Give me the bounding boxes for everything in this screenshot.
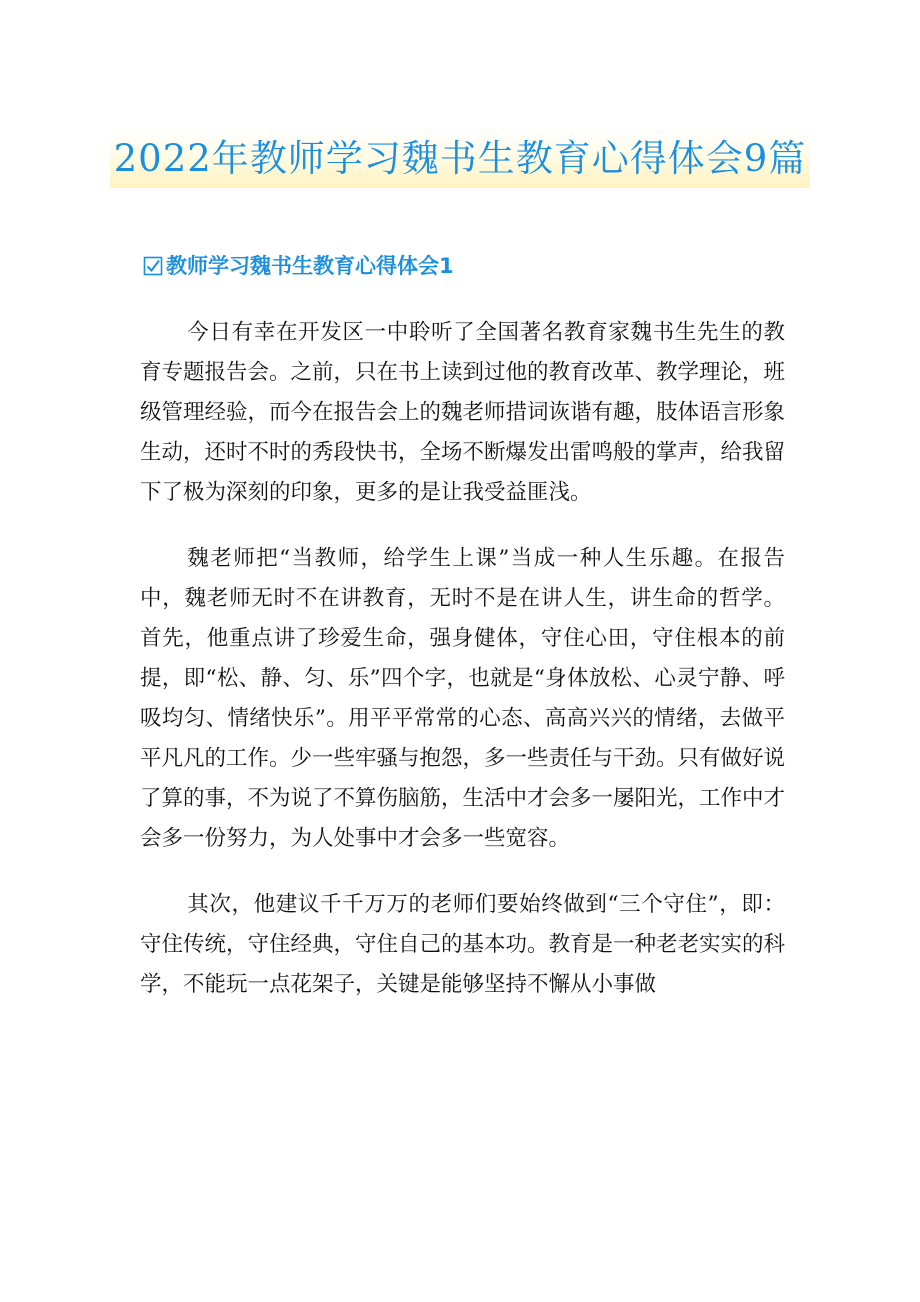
section-heading-text: 教师学习魏书生教育心得体会1 [166,254,454,278]
paragraph-3: 其次，他建议千千万万的老师们要始终做到“三个守住”，即：守住传统，守住经典，守住自己的基本功。教育是一种老老实实的科学，不能玩一点花架子，关键是能够坚持不懈从小事做 [140,892,786,997]
document-title: 2022年教师学习魏书生教育心得体会9篇 [110,130,811,188]
paragraph-1: 今日有幸在开发区一中聆听了全国著名教育家魏书生先生的教育专题报告会。之前，只在书上读到过他的教育改革、教学理论，班级管理经验，而今在报告会上的魏老师措词诙谐有趣，肢体语言形象生动，还时不时的秀段快书，全场不断爆发出雷鸣般的掌声，给我留下了极为深刻的印象，更多的是让我受益匪浅。 [140,320,786,505]
article-body [140,313,785,1031]
paragraph-2: 魏老师把“当教师，给学生上课”当成一种人生乐趣。在报告中，魏老师无时不在讲教育，无时不是在讲人生，讲生命的哲学。 首先，他重点讲了珍爱生命，强身健体，守住心田，守住根本的前提，即“松、静、匀、乐”四个字，也就是“身体放松、心灵宁静、呼吸均匀、情绪快乐”。用平平常常的心态、高高兴兴的情绪，去做平平凡凡的工作。少一些牢骚与抱怨，多一些责任与干劲。只有做好说了算的事，不为说了不算伤脑筋，生活中才会多一屡阳光，工作中才会多一份努力，为人处事中才会多一些宽容。 [140,546,786,851]
title-container [0,130,920,188]
checkbox-checked-icon [143,256,163,276]
section-heading [143,250,454,282]
